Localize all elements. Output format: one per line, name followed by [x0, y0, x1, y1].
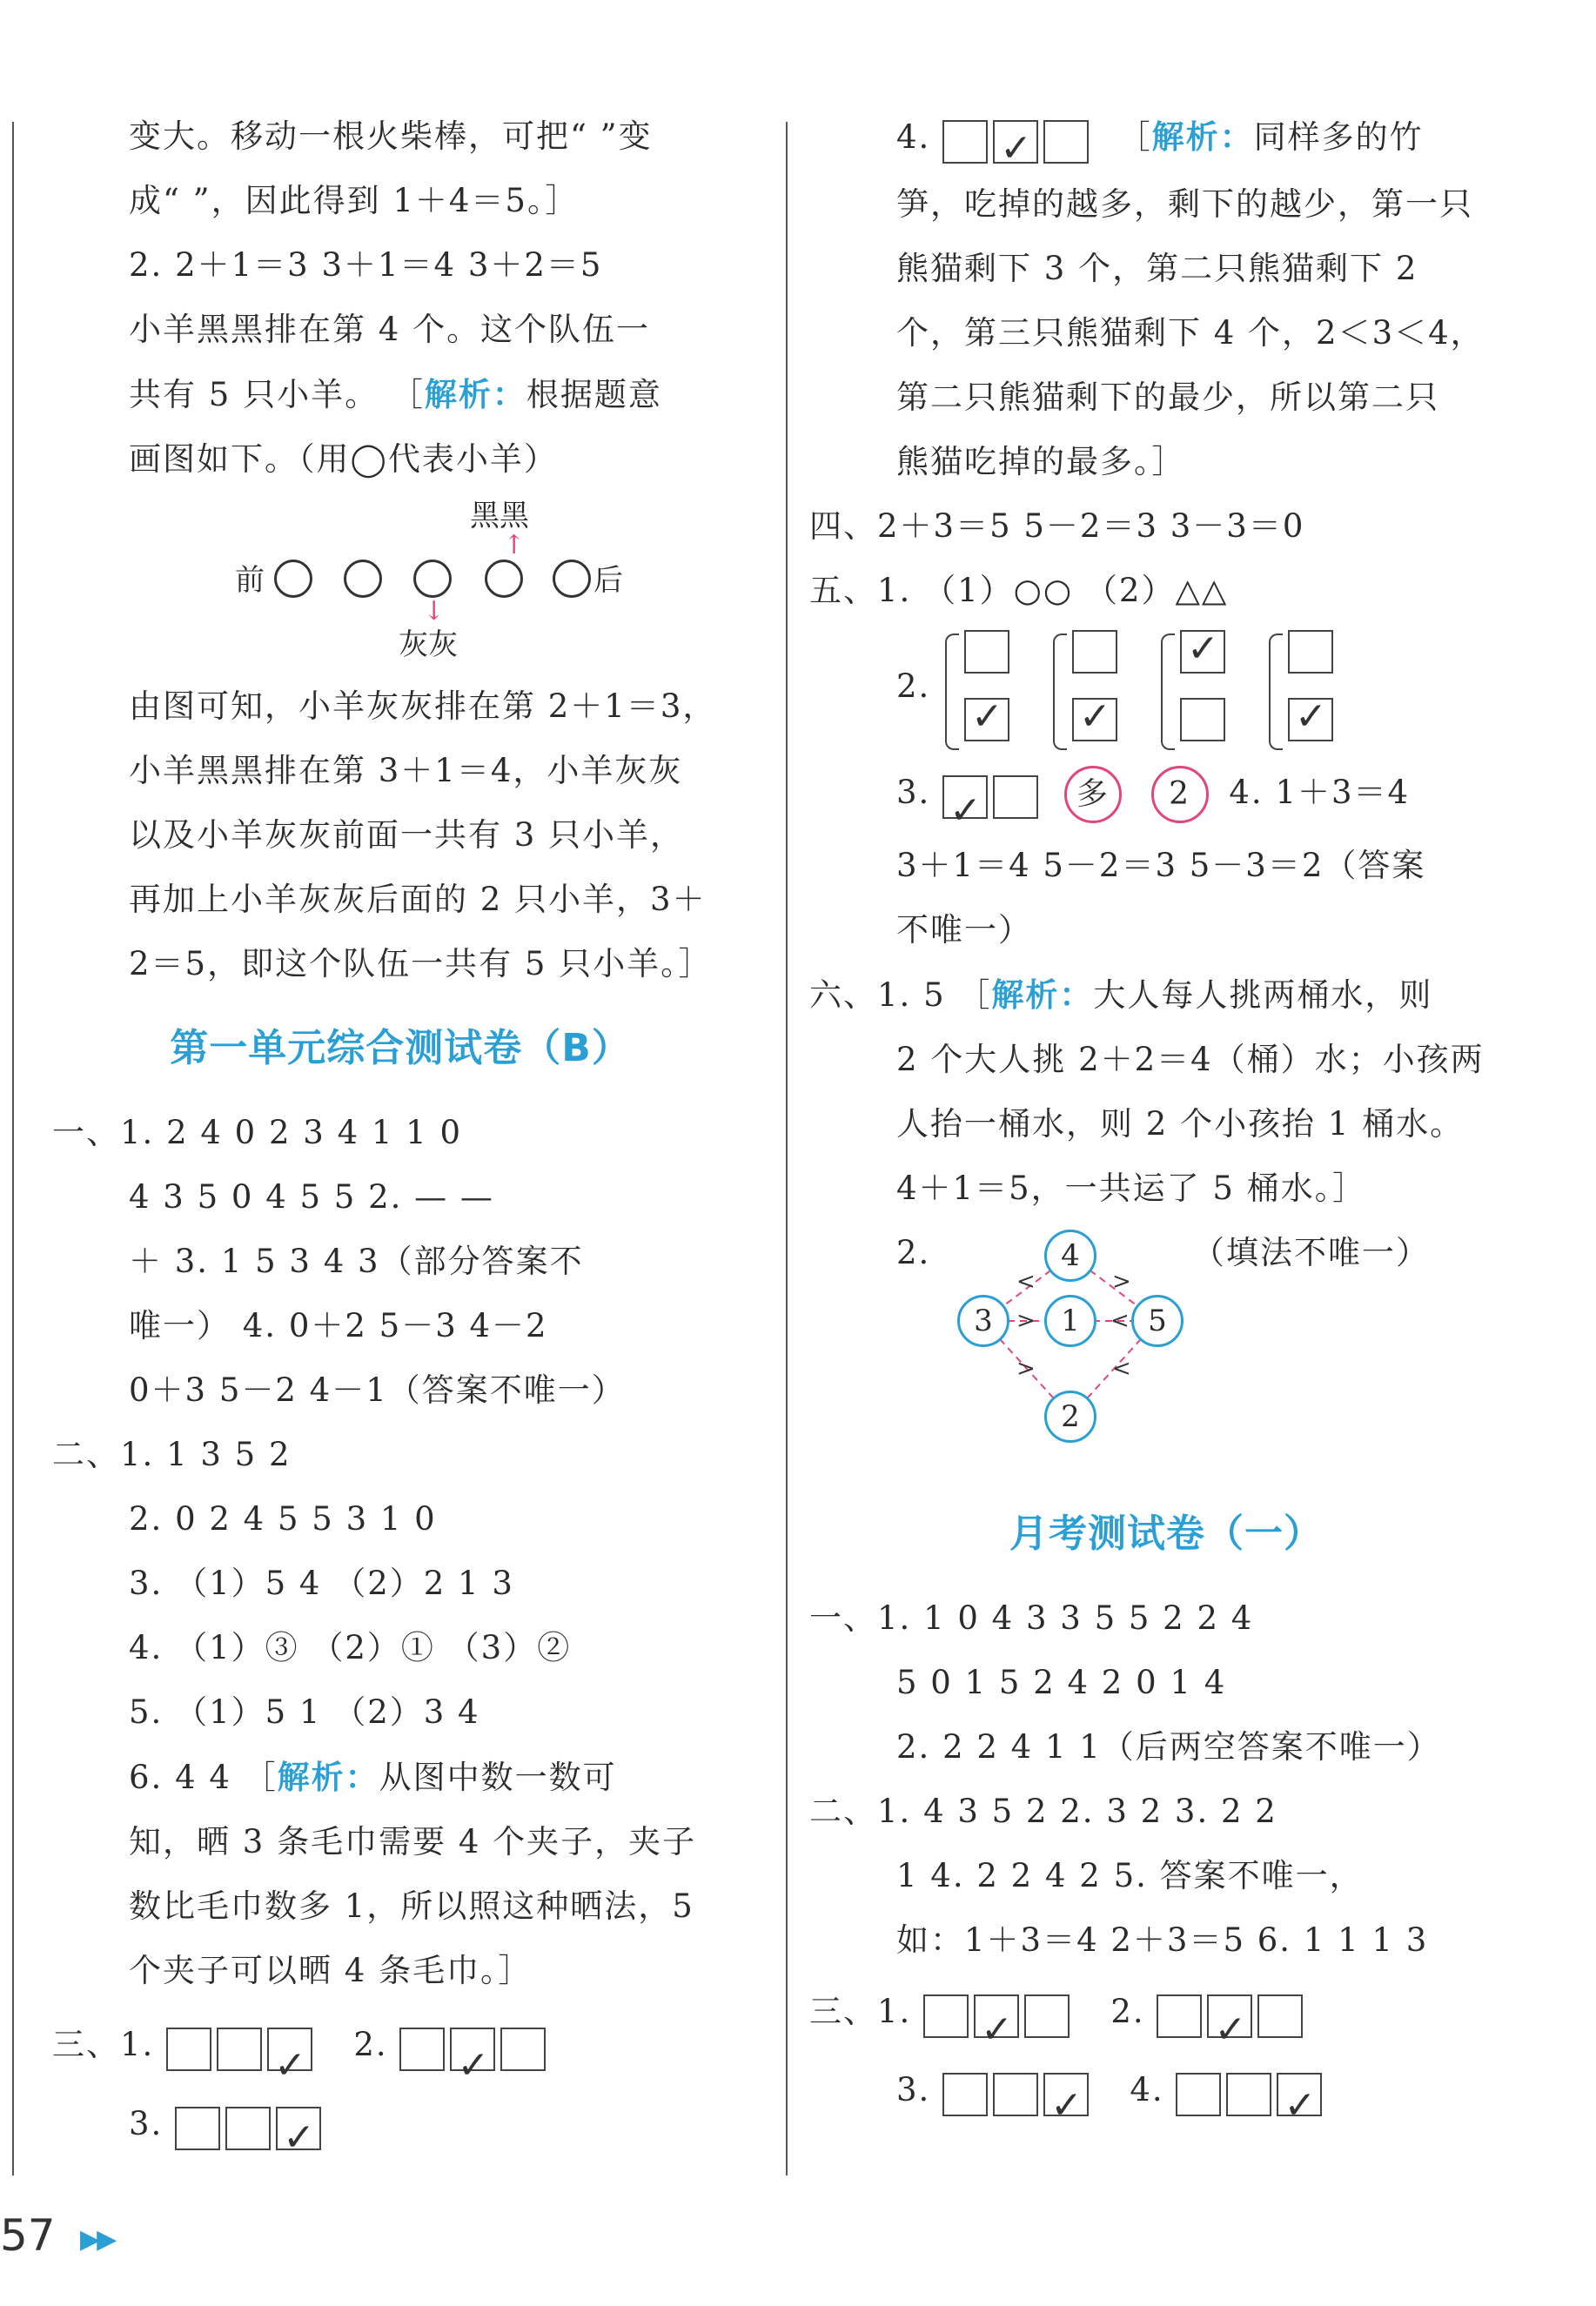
text-line: 个，第三只熊猫剩下 4 个，2＜3＜4，: [896, 313, 1485, 352]
answer-box-checked: [1277, 2073, 1322, 2116]
answer-box: [923, 1994, 969, 2038]
brace: [1161, 633, 1175, 750]
brace: [1053, 633, 1067, 750]
answer-box: [1288, 630, 1333, 674]
text-line: 个夹子可以晒 4 条毛巾。］: [129, 1952, 533, 1989]
text-line: 四、2＋3＝5 5－2＝3 3－3＝0: [809, 506, 1305, 545]
text-line: 一、1. 1 0 4 3 3 5 5 2 2 4: [809, 1599, 1254, 1637]
circled-answer: 多: [1064, 766, 1122, 823]
checkbox-group: [942, 108, 1094, 172]
node-circle: 5: [1131, 1295, 1184, 1347]
label-front: 前: [235, 563, 265, 598]
text-line: 5 0 1 5 2 4 2 0 1 4: [896, 1664, 1227, 1701]
text-line: 3. （1）5 4 （2）2 1 3: [129, 1565, 514, 1602]
text-line: 2.: [896, 1234, 931, 1271]
checkbox-group: [923, 1975, 1075, 2054]
answer-box: [1157, 1994, 1202, 2038]
arrow-down-icon: ↓: [423, 596, 446, 627]
text-line: 0＋3 5－2 4－1（答案不唯一）: [129, 1371, 626, 1409]
text-line: 2. 2 2 4 1 1（后两空答案不唯一）: [896, 1728, 1441, 1766]
checkbox-group: [399, 2006, 551, 2089]
answer-box: [1176, 2073, 1221, 2116]
sheep-queue-figure: [52, 492, 748, 674]
svg-text:<: <: [1110, 1308, 1130, 1334]
answer-box-checked: [1072, 698, 1117, 741]
answer-box-checked: [276, 2107, 321, 2150]
text-line: 4. （1）③ （2）① （3）②: [129, 1629, 572, 1666]
answer-box: [993, 775, 1038, 819]
checkbox-group: [1176, 2055, 1327, 2128]
svg-text:<: <: [1112, 1356, 1131, 1382]
sheep-circle: [553, 560, 591, 598]
page-number: 57: [0, 2210, 56, 2261]
answer-box: [500, 2028, 546, 2071]
text-line: 笋，吃掉的越多，剩下的越少，第一只: [896, 184, 1473, 223]
svg-text:>: >: [1112, 1269, 1131, 1295]
text-line: 熊猫剩下 3 个，第二只熊猫剩下 2: [896, 249, 1418, 287]
text-line: 2. 0 2 4 5 5 3 1 0: [129, 1500, 437, 1538]
label-huihui: 灰灰: [399, 627, 458, 662]
brace: [945, 633, 959, 750]
checkbox-group: [166, 2006, 318, 2089]
answer-box: [166, 2028, 211, 2071]
text-line: 人抬一桶水，则 2 个小孩抬 1 桶水。: [896, 1105, 1465, 1143]
answer-box: [1257, 1994, 1303, 2038]
checkbox-group: [942, 2055, 1094, 2128]
text-line: 小羊黑黑排在第 4 个。这个队伍一: [129, 311, 651, 348]
text-line: 三、1. ✓ 2. ✓: [809, 1973, 1523, 2054]
text-line: 唯一） 4. 0＋2 5－3 4－2: [129, 1307, 548, 1344]
text-line: 4＋1＝5，一共运了 5 桶水。］: [896, 1170, 1367, 1207]
text-line: 第二只熊猫剩下的最少，所以第二只: [896, 378, 1439, 416]
answer-box: [942, 120, 988, 164]
sheep-circle: [274, 560, 312, 598]
text-line: 3. ✓: [52, 2089, 748, 2162]
answer-box-checked: [974, 1994, 1019, 2038]
text-line: 知，晒 3 条毛巾需要 4 个夹子，夹子: [129, 1823, 697, 1860]
answer-box: [1024, 1994, 1070, 2038]
svg-text:>: >: [1016, 1308, 1036, 1334]
answer-box: [225, 2107, 271, 2150]
brace: [1269, 633, 1283, 750]
answer-box-checked: [450, 2028, 495, 2071]
label-back: 后: [593, 563, 623, 598]
text-line: 3. ✓ 4. ✓: [809, 2054, 1523, 2129]
node-circle: 3: [957, 1295, 1009, 1347]
text-line: 熊猫吃掉的最多。］: [896, 442, 1186, 480]
text-line: 共有 5 只小羊。 ［解析：根据题意: [129, 375, 662, 413]
text-line: 六、1. 5 ［解析：大人每人挑两桶水，则: [809, 975, 1433, 1014]
right-column: [809, 104, 1523, 2128]
checkbox-group: [1157, 1975, 1308, 2054]
text-line: 不唯一）: [896, 911, 1032, 949]
text-line: 3. ✓ 多 2 4. 1＋3＝4: [809, 754, 1523, 835]
text-line: 2＝5，即这个队伍一共有 5 只小羊。］: [129, 945, 713, 982]
text-line: 4 3 5 0 4 5 5 2. — —: [129, 1178, 494, 1216]
text-line: 变大。移动一根火柴棒，可把“ ”变: [129, 117, 653, 155]
text-line: 由图可知，小羊灰灰排在第 2＋1＝3，: [129, 687, 717, 725]
answer-box: [399, 2028, 445, 2071]
section-title: 第一单元综合测试卷（B）: [170, 1026, 631, 1070]
answer-box: [1180, 698, 1225, 741]
text-line: 4. ✓ ［解析：同样多的竹: [809, 104, 1523, 172]
bracket-boxes: [809, 623, 1523, 754]
text-line: 成“ ”，因此得到 1＋4＝5。］: [129, 182, 580, 219]
text-line: 如：1＋3＝4 2＋3＝5 6. 1 1 1 3: [896, 1921, 1429, 1959]
answer-box: [942, 2073, 988, 2116]
sheep-circle: [344, 560, 382, 598]
left-column: [52, 104, 748, 2161]
text-line: （填法不唯一）: [1192, 1234, 1430, 1271]
checkbox-group: [942, 755, 1043, 834]
text-line: 五、1. （1）○○ （2）△△: [809, 571, 1229, 609]
answer-box: [1226, 2073, 1271, 2116]
column-divider: [786, 122, 788, 2175]
answer-box-checked: [964, 698, 1009, 741]
text-line: 2.: [896, 667, 931, 705]
number-diamond-diagram: [809, 1221, 1523, 1482]
answer-box-checked: [1043, 2073, 1089, 2116]
text-line: 2. 2＋1＝3 3＋1＝4 3＋2＝5: [129, 246, 603, 284]
answer-box: [1043, 120, 1089, 164]
text-line: 小羊黑黑排在第 3＋1＝4，小羊灰灰: [129, 752, 683, 789]
arrow-up-icon: ↑: [503, 530, 526, 560]
answer-box-checked: [1207, 1994, 1252, 2038]
text-line: 一、1. 2 4 0 2 3 4 1 1 0: [52, 1114, 463, 1151]
text-line: 以及小羊灰灰前面一共有 3 只小羊，: [129, 816, 685, 854]
text-line: 2 个大人挑 2＋2＝4（桶）水；小孩两: [896, 1041, 1485, 1078]
node-circle: 4: [1044, 1230, 1096, 1282]
answer-box-checked: [942, 775, 988, 819]
answer-box: [993, 2073, 1038, 2116]
sheep-circle: [413, 560, 452, 598]
svg-text:<: <: [1016, 1269, 1036, 1295]
text-line: 1 4. 2 2 4 2 5. 答案不唯一，: [896, 1857, 1364, 1894]
answer-box: [175, 2107, 220, 2150]
text-line: 再加上小羊灰灰后面的 2 只小羊，3＋: [129, 881, 707, 918]
answer-box-checked: [993, 120, 1038, 164]
text-line: 5. （1）5 1 （2）3 4: [129, 1693, 480, 1731]
sheep-circle: [485, 560, 523, 598]
answer-box: [964, 630, 1009, 674]
answer-box-checked: [1288, 698, 1333, 741]
text-line: 二、1. 1 3 5 2: [52, 1436, 292, 1473]
node-circle: 1: [1044, 1295, 1096, 1347]
text-line: 三、1. ✓ 2. ✓: [52, 2003, 748, 2089]
margin-line: [12, 122, 14, 2175]
answer-box-checked: [267, 2028, 312, 2071]
answer-box: [217, 2028, 262, 2071]
node-circle: 2: [1044, 1391, 1096, 1443]
text-line: 二、1. 4 3 5 2 2. 3 2 3. 2 2: [809, 1793, 1277, 1830]
label-heihei: 黑黑: [470, 499, 529, 533]
answer-box-checked: [1180, 630, 1225, 674]
circled-answer: 2: [1151, 766, 1209, 823]
text-line: 3＋1＝4 5－2＝3 5－3＝2（答案: [896, 847, 1426, 884]
section-title: 月考测试卷（一）: [1009, 1512, 1323, 1556]
svg-text:>: >: [1016, 1356, 1036, 1382]
text-line: 6. 4 4 ［解析：从图中数一数可: [129, 1758, 617, 1796]
text-line: 画图如下。（用◯代表小羊）: [129, 440, 558, 478]
text-line: ＋ 3. 1 5 3 4 3（部分答案不: [129, 1243, 584, 1280]
answer-box: [1072, 630, 1117, 674]
play-arrows-icon: ▶▶: [80, 2224, 114, 2255]
text-line: 数比毛巾数多 1，所以照这种晒法，5: [129, 1887, 694, 1925]
